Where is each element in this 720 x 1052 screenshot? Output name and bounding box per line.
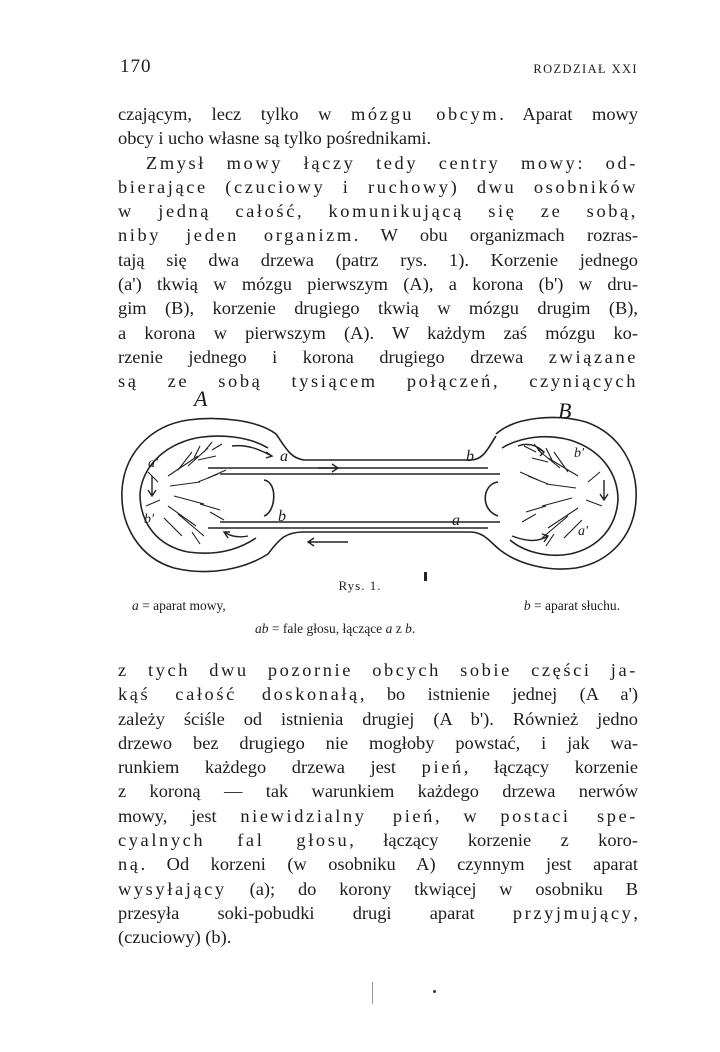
text-line: przesyła soki-pobudki drugi aparat przyjmujący, xyxy=(118,902,638,923)
text-line: cyalnych fal głosu, łączący korzenie z koro- xyxy=(118,830,638,851)
text-line: gim (B), korzenie drugiego tkwią w mózgu drugim (B), xyxy=(118,298,638,319)
left-loop xyxy=(264,480,274,516)
arrow-down-right xyxy=(600,480,608,500)
text-line: (czuciowy) (b). xyxy=(118,927,232,948)
label-b-prime-right: b' xyxy=(574,446,584,461)
figure-diagram xyxy=(108,386,648,596)
text-line: czającym, lecz tylko w mózgu obcym. Aparat mowy xyxy=(118,104,638,124)
label-b-prime-left: b' xyxy=(144,512,154,527)
figure-caption-title: Rys. 1. xyxy=(338,578,382,593)
label-a-prime-right: a' xyxy=(578,524,588,539)
page-header xyxy=(118,50,638,80)
text-line: tają się dwa drzewa (patrz rys. 1). Korzenie jednego xyxy=(118,249,638,270)
text-line: runkiem każdego drzewa jest pień, łączący korzenie xyxy=(118,757,639,778)
text-line: Zmysł mowy łączy tedy centry mowy: od- xyxy=(146,152,638,173)
text-line: z tych dwu pozornie obcych sobie części ja- xyxy=(118,660,638,680)
text-line: niby jeden organizm. W obu organizmach rozras- xyxy=(118,225,638,246)
text-line: zależy ściśle od istnienia drugiej (A b'). Również jedno xyxy=(118,708,638,729)
caption-ab: ab = fale głosu, łączące a z b. xyxy=(255,621,416,636)
right-loop xyxy=(485,482,498,516)
text-line: mowy, jest niewidzialny pień, w postaci spe- xyxy=(118,805,639,826)
paragraph-1 xyxy=(118,102,638,394)
page-number: 170 xyxy=(120,56,152,77)
arrow-right-top xyxy=(518,444,544,456)
text-line: (a') tkwią w mózgu pierwszym (A), a korona (b') w dru- xyxy=(118,274,638,295)
text-line: są ze sobą tysiącem połączeń, czyniących xyxy=(118,371,638,392)
right-brain-outline xyxy=(496,418,636,570)
text-line: a korona w pierwszym (A). W każdym zaś mózgu ko- xyxy=(118,322,638,343)
label-a-bottom: a xyxy=(452,512,460,529)
label-brain-b: B xyxy=(558,398,572,423)
text-line: wysyłający (a); do korony tkwiącej w osobniku B xyxy=(118,878,638,899)
ink-mark xyxy=(424,572,427,581)
chapter-title: ROZDZIAŁ XXI xyxy=(533,62,638,76)
paragraph-2 xyxy=(118,658,638,950)
arrow-left-bottom xyxy=(224,532,248,538)
upper-tube xyxy=(276,434,496,460)
label-a-top: a xyxy=(280,448,288,465)
text-line: bierające (czuciowy i ruchowy) dwu osobników xyxy=(118,176,638,197)
ink-speck xyxy=(433,990,436,993)
text-line: w jedną całość, komunikującą się ze sobą, xyxy=(118,201,638,222)
ink-scratch xyxy=(372,982,373,1004)
label-brain-a: A xyxy=(194,386,208,411)
text-line: obcy i ucho własne są tylko pośrednikami. xyxy=(118,128,432,149)
caption-b: b = aparat słuchu. xyxy=(523,598,620,613)
lower-tube xyxy=(268,532,500,554)
label-b-bottom: b xyxy=(278,508,286,525)
text-line: drzewo bez drugiego nie mogłoby powstać, i jak wa- xyxy=(118,732,638,753)
caption-a: a = aparat mowy, xyxy=(132,598,226,613)
text-line: ną. Od korzeni (w osobniku A) czynnym jest aparat xyxy=(118,854,638,875)
arrow-left-flow xyxy=(308,538,348,546)
arrow-right-flow xyxy=(318,464,338,472)
right-neuron-tree xyxy=(520,444,602,546)
label-a-prime-left: a' xyxy=(148,456,158,471)
text-line: kąś całość doskonałą, bo istnienie jednej (A a') xyxy=(118,684,639,705)
text-line: rzenie jednego i korona drugiego drzewa związane xyxy=(118,346,638,367)
label-b-top: b xyxy=(466,448,474,465)
text-line: z koroną — tak warunkiem każdego drzewa nerwów xyxy=(118,781,638,802)
